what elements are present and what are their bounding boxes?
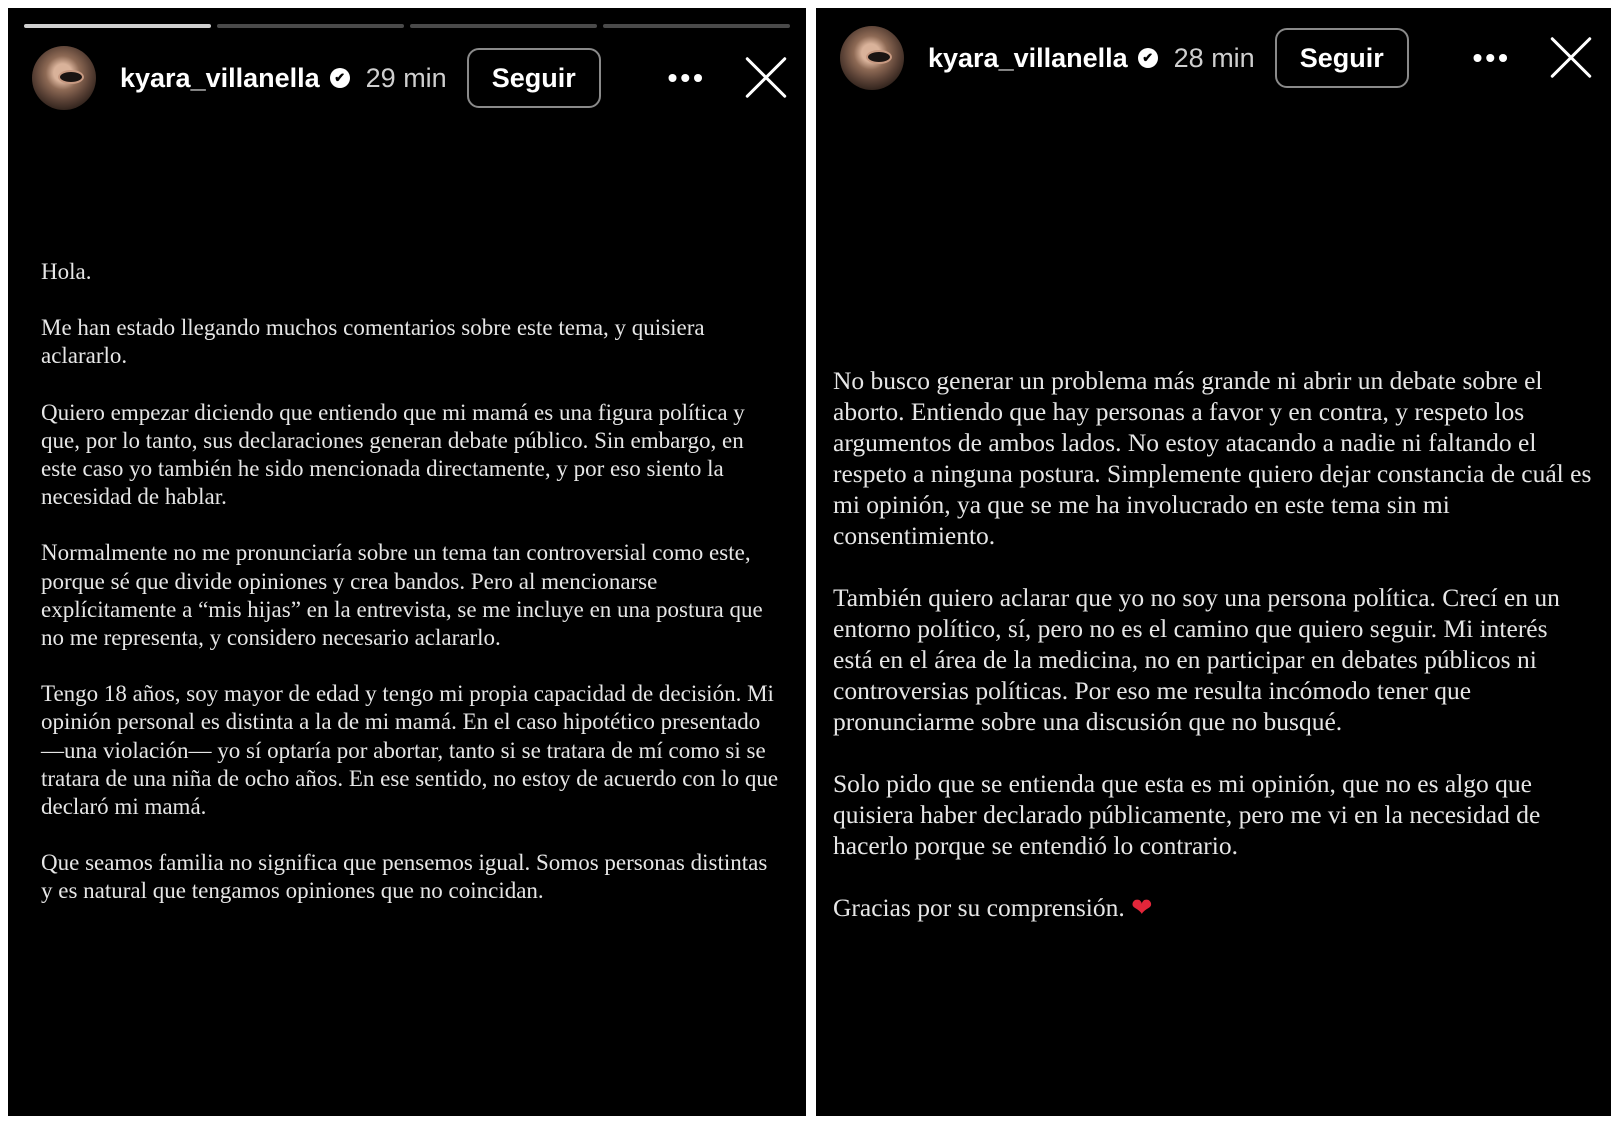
username[interactable]: kyara_villanella: [120, 62, 320, 93]
paragraph: Que seamos familia no significa que pensemos igual. Somos personas distintas y es natural que tengamos opiniones que no coincidan.: [41, 850, 768, 904]
follow-button[interactable]: Seguir: [467, 48, 601, 108]
progress-segment: [24, 24, 211, 28]
story-panel-right[interactable]: [816, 8, 1611, 1116]
close-icon[interactable]: [1549, 36, 1593, 80]
progress-segment: [410, 24, 597, 28]
verified-badge-icon: ✔: [330, 68, 350, 88]
more-options-icon[interactable]: •••: [1472, 42, 1511, 73]
more-options-icon[interactable]: •••: [667, 62, 706, 93]
close-icon[interactable]: [744, 56, 788, 100]
paragraph: También quiero aclarar que yo no soy una persona política. Crecí en un entorno político, sí, pero no es el camino que quiero seguir. Mi interés está en el área de la medicina, no en participar en debates públicos ni controversias políticas. Por eso me resulta incómodo tener que pronunciarme sobre una discusión que no busqué.: [833, 583, 1560, 736]
story-header: [840, 26, 1593, 90]
progress-segment: [603, 24, 790, 28]
paragraph: Gracias por su comprensión.: [833, 893, 1125, 922]
paragraph: Solo pido que se entienda que esta es mi opinión, que no es algo que quisiera haber declarado públicamente, pero me vi en la necesidad de hacerlo porque se entendió lo contrario.: [833, 769, 1541, 860]
story-header: [32, 46, 788, 110]
verified-badge-icon: ✔: [1138, 48, 1158, 68]
post-time: 29 min: [365, 62, 447, 93]
paragraph: Normalmente no me pronunciaría sobre un tema tan controversial como este, porque sé que divide opiniones y crea bandos. Pero al mencionarse explícitamente a “mis hijas” en la entrevista, se me incluye en una postura que no me representa, y considero necesario aclararlo.: [41, 540, 763, 651]
avatar[interactable]: [840, 26, 904, 90]
paragraph: Hola.: [41, 259, 92, 284]
username[interactable]: kyara_villanella: [928, 42, 1128, 73]
story-text: [833, 365, 1593, 923]
progress-segment: [217, 24, 404, 28]
post-time: 28 min: [1173, 42, 1255, 73]
story-panel-left[interactable]: [8, 8, 806, 1116]
follow-button[interactable]: Seguir: [1275, 28, 1409, 88]
story-text: [41, 258, 781, 906]
paragraph: Me han estado llegando muchos comentarios sobre este tema, y quisiera aclararlo.: [41, 315, 705, 369]
heart-icon: ❤: [1131, 893, 1153, 922]
story-progress-bar: [24, 24, 790, 28]
avatar[interactable]: [32, 46, 96, 110]
paragraph: No busco generar un problema más grande ni abrir un debate sobre el aborto. Entiendo que hay personas a favor y en contra, y respeto los argumentos de ambos lados. No estoy atacando a nadie ni faltando el respeto a ninguna postura. Simplemente quiero dejar constancia de cuál es mi opinión, ya que se me ha involucrado en este tema sin mi consentimiento.: [833, 366, 1592, 550]
closing-line: [833, 892, 1593, 923]
paragraph: Tengo 18 años, soy mayor de edad y tengo mi propia capacidad de decisión. Mi opinión personal es distinta a la de mi mamá. En el caso hipotético presentado —una violación— yo sí optaría por abortar, tanto si se tratara de mí como si se tratara de una niña de ocho años. En ese sentido, no estoy de acuerdo con lo que declaró mi mamá.: [41, 681, 779, 820]
paragraph: Quiero empezar diciendo que entiendo que mi mamá es una figura política y que, por lo tanto, sus declaraciones generan debate público. Sin embargo, en este caso yo también he sido mencionada directamente, y por eso siento la necesidad de hablar.: [41, 399, 745, 510]
